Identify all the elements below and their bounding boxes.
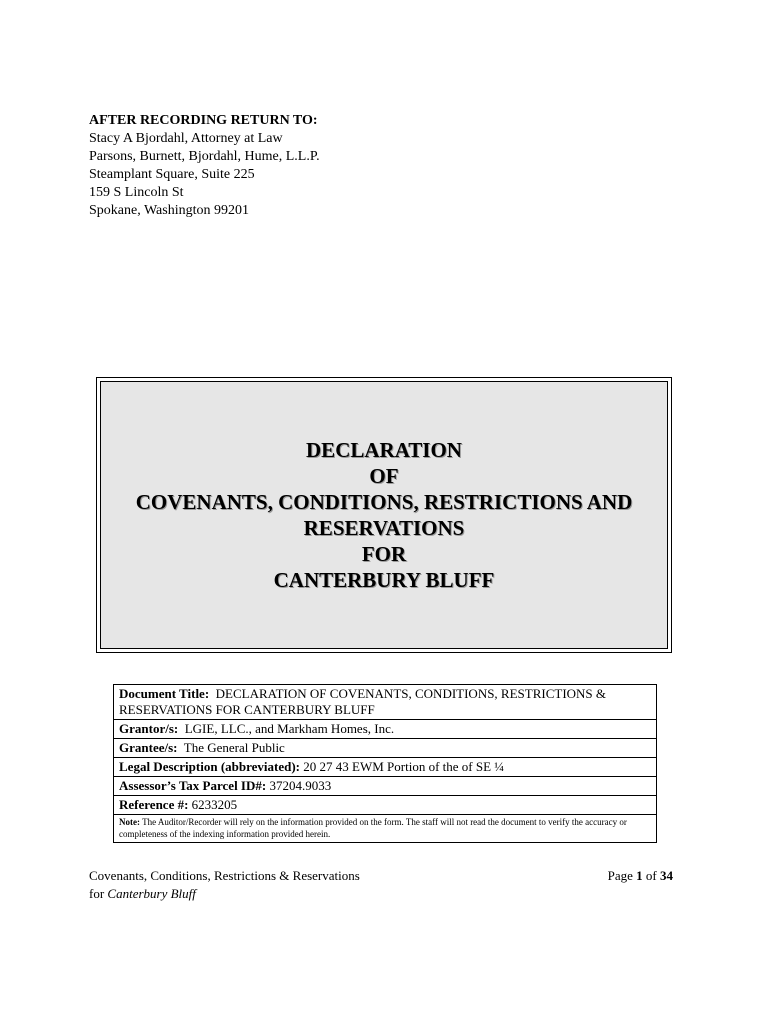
table-row bbox=[114, 815, 657, 843]
document-title-value: DECLARATION OF COVENANTS, CONDITIONS, RESTRICTIONS & RESERVATIONS FOR CANTERBURY BLUFF bbox=[119, 686, 607, 717]
return-line: Parsons, Burnett, Bjordahl, Hume, L.L.P. bbox=[89, 149, 320, 164]
table-row bbox=[114, 739, 657, 758]
title-line: RESERVATIONS bbox=[303, 516, 465, 540]
grantors-value: LGIE, LLC., and Markham Homes, Inc. bbox=[184, 721, 395, 736]
title-line: CANTERBURY BLUFF bbox=[273, 568, 495, 592]
footer-for-text: for bbox=[89, 886, 105, 901]
title-line: COVENANTS, CONDITIONS, RESTRICTIONS AND bbox=[135, 490, 633, 514]
return-line: Stacy A Bjordahl, Attorney at Law bbox=[89, 131, 283, 146]
grantees-cell bbox=[114, 739, 657, 758]
title-line: DECLARATION bbox=[306, 438, 462, 462]
document-title-label: Document Title: bbox=[119, 686, 210, 701]
page-label: Page bbox=[607, 868, 633, 883]
return-line: 159 S Lincoln St bbox=[89, 185, 184, 200]
footer-line-2 bbox=[89, 885, 360, 903]
note-cell bbox=[114, 815, 657, 843]
tax-parcel-value: 37204.9033 bbox=[269, 778, 332, 793]
return-heading: AFTER RECORDING RETURN TO: bbox=[89, 113, 318, 128]
page-current: 1 bbox=[636, 868, 643, 883]
footer-line: Covenants, Conditions, Restrictions & Reservations bbox=[89, 868, 360, 883]
grantees-label: Grantee/s: bbox=[119, 740, 178, 755]
table-row bbox=[114, 720, 657, 739]
page-of-label: of bbox=[645, 868, 657, 883]
document-title-cell bbox=[114, 685, 657, 720]
tax-parcel-label: Assessor’s Tax Parcel ID#: bbox=[119, 778, 267, 793]
grantees-value: The General Public bbox=[183, 740, 285, 755]
document-title-box bbox=[96, 377, 672, 653]
title-line: FOR bbox=[361, 542, 407, 566]
legal-description-label: Legal Description (abbreviated): bbox=[119, 759, 301, 774]
reference-cell bbox=[114, 796, 657, 815]
reference-value: 6233205 bbox=[191, 797, 238, 812]
return-address-block bbox=[89, 112, 320, 220]
title-line: OF bbox=[369, 464, 399, 488]
tax-parcel-cell bbox=[114, 777, 657, 796]
document-title-box-inner bbox=[100, 381, 668, 649]
reference-label: Reference #: bbox=[119, 797, 189, 812]
page-number bbox=[608, 867, 673, 885]
footer-document-name bbox=[89, 867, 360, 903]
recording-info-table bbox=[113, 684, 657, 843]
legal-description-cell bbox=[114, 758, 657, 777]
return-line: Steamplant Square, Suite 225 bbox=[89, 167, 255, 182]
legal-description-value: 20 27 43 EWM Portion of the of SE ¼ bbox=[303, 759, 505, 774]
grantors-label: Grantor/s: bbox=[119, 721, 179, 736]
table-row bbox=[114, 758, 657, 777]
note-label: Note: bbox=[119, 817, 140, 827]
return-line: Spokane, Washington 99201 bbox=[89, 203, 249, 218]
table-row bbox=[114, 777, 657, 796]
table-row bbox=[114, 685, 657, 720]
grantors-cell bbox=[114, 720, 657, 739]
footer-project-name: Canterbury Bluff bbox=[107, 886, 196, 901]
page-total: 34 bbox=[660, 868, 673, 883]
note-value: The Auditor/Recorder will rely on the information provided on the form. The staff will not read the document to verify the accuracy or completeness of the indexing information provided herein. bbox=[119, 817, 627, 839]
table-row bbox=[114, 796, 657, 815]
